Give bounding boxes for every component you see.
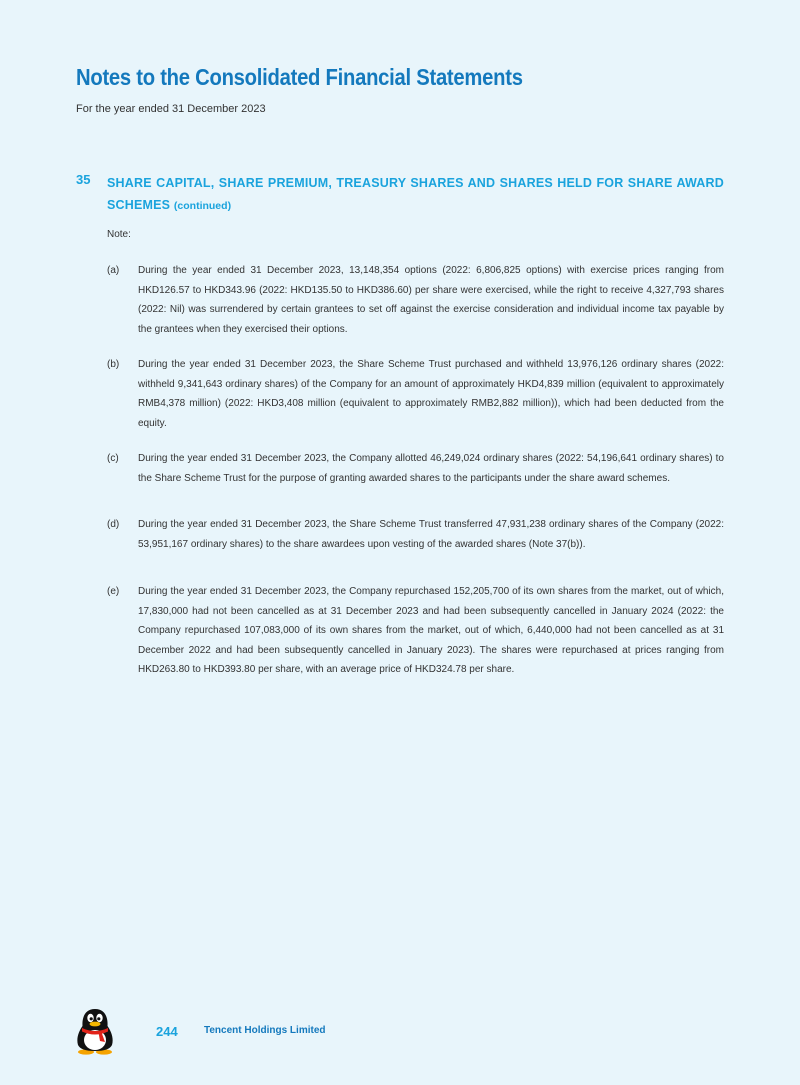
note-text: During the year ended 31 December 2023, the Share Scheme Trust transferred 47,931,238 ordinary shares of the Company (2022: 53,951,167 ordinary shares) to the share awardees upon vesting of the awarded shares (Note 37(b)). — [138, 519, 724, 550]
note-label: Note: — [107, 229, 131, 240]
note-marker: (e) — [107, 586, 120, 597]
penguin-logo-icon — [74, 1007, 116, 1055]
page-title: Notes to the Consolidated Financial Statements — [76, 64, 523, 90]
note-text: During the year ended 31 December 2023, 13,148,354 options (2022: 6,806,825 options) with exercise prices ranging from HKD126.57 to HKD343.96 (2022: HKD135.50 to HKD386.60) per share were exercised, while the right to receive 4,327,793 shares (2022: Nil) was surrendered by certain grantees to set off against the exercise consideration and individual income tax payable by the grantees when they exercised their options. — [138, 265, 724, 335]
note-item-a — [107, 261, 724, 339]
section-heading — [107, 172, 724, 217]
section-continued-label: (continued) — [173, 200, 232, 212]
note-marker: (c) — [107, 453, 119, 464]
note-item-e — [107, 582, 724, 680]
page-subtitle: For the year ended 31 December 2023 — [76, 103, 266, 115]
note-text: During the year ended 31 December 2023, the Company allotted 46,249,024 ordinary shares (2022: 54,196,641 ordinary shares) to the Share Scheme Trust for the purpose of granting awarded shares to the participants under the share award schemes. — [138, 453, 724, 484]
note-item-b — [107, 355, 724, 433]
note-marker: (a) — [107, 265, 120, 276]
note-marker: (b) — [107, 359, 120, 370]
note-text: During the year ended 31 December 2023, the Share Scheme Trust purchased and withheld 13,976,126 ordinary shares (2022: withheld 9,341,643 ordinary shares) of the Company for an amount of approximately HKD4,839 million (equivalent to approximately RMB4,378 million) (2022: HKD3,408 million (equivalent to approximately RMB2,882 million)), which had been deducted from the equity. — [138, 359, 724, 429]
section-heading-text: SHARE CAPITAL, SHARE PREMIUM, TREASURY SHARES AND SHARES HELD FOR SHARE AWARD SCHEMES — [107, 176, 724, 212]
note-text: During the year ended 31 December 2023, the Company repurchased 152,205,700 of its own shares from the market, out of which, 17,830,000 had not been cancelled as at 31 December 2023 and had been subsequently cancelled in January 2024 (2022: the Company repurchased 107,083,000 of its own shares from the market, out of which, 6,440,000 had not been cancelled as at 31 December 2022 and had been subsequently cancelled in January 2023). The shares were repurchased at prices ranging from HKD263.80 to HKD393.80 per share, with an average price of HKD324.78 per share. — [138, 586, 724, 675]
note-item-d — [107, 515, 724, 554]
note-marker: (d) — [107, 519, 120, 530]
section-number: 35 — [76, 172, 91, 187]
note-item-c — [107, 449, 724, 488]
page-number: 244 — [156, 1024, 178, 1039]
company-name: Tencent Holdings Limited — [204, 1025, 326, 1036]
